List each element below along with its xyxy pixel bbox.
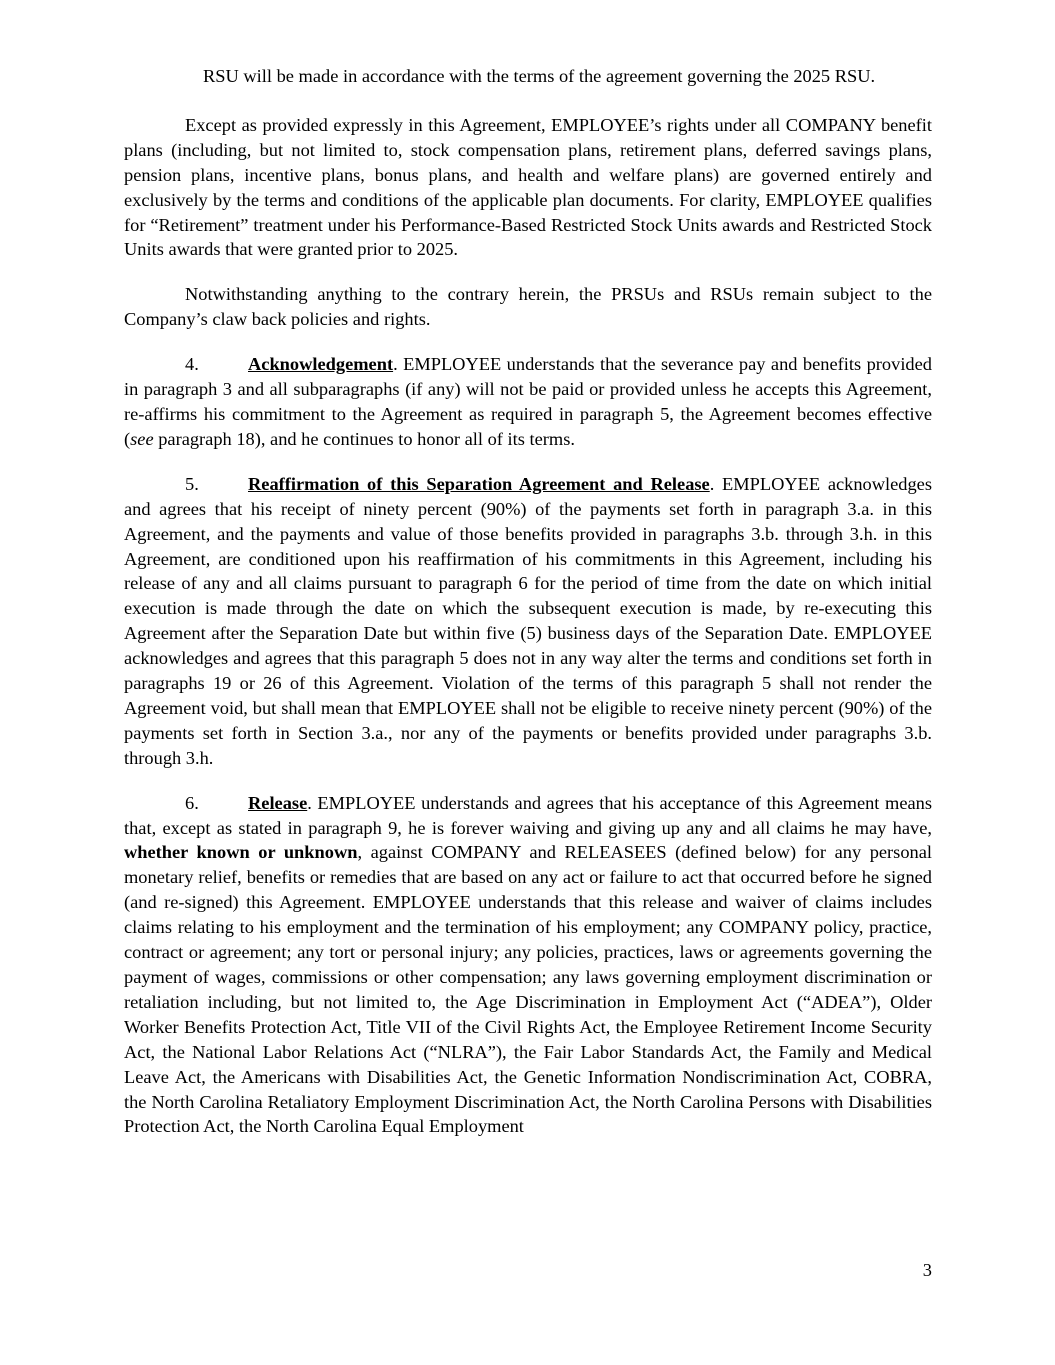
section-6-release	[124, 791, 932, 1140]
section-4-text-a: . EMPLOYEE understands that the severance pay and benefits provided in paragraph 3 and all subparagraphs (if any) will not be paid or provided unless he accepts this Agreement, re-affirms his commitment to the Agreement as required in paragraph 5, the Agreement becomes effective (	[124, 354, 932, 449]
clawback-paragraph: Notwithstanding anything to the contrary herein, the PRSUs and RSUs remain subject to the Company’s claw back policies and rights.	[124, 284, 932, 330]
section-4-acknowledgement	[124, 352, 932, 452]
section-5-heading: Reaffirmation of this Separation Agreement and Release	[248, 473, 710, 494]
section-6-number: 6.	[185, 792, 199, 813]
section-5-text: . EMPLOYEE acknowledges and agrees that his receipt of ninety percent (90%) of the payments set forth in paragraph 3.a. in this Agreement, and the payments and value of those benefits provided in paragraphs 3.b. through 3.h. in this Agreement, are conditioned upon his reaffirmation of his commitments in this Agreement, including his release of any and all claims pursuant to paragraph 6 for the period of time from the date on which initial execution is made through the date on which the subsequent execution is made, by re-executing this Agreement after the Separation Date but within five (5) business days of the Separation Date. EMPLOYEE acknowledges and agrees that this paragraph 5 does not in any way alter the terms and conditions set forth in paragraphs 19 or 26 of this Agreement. Violation of the terms of this paragraph 5 shall not render the Agreement void, but shall mean that EMPLOYEE shall not be eligible to receive ninety percent (90%) of the payments set forth in Section 3.a., nor any of the payments or benefits provided under paragraphs 3.b. through 3.h.	[124, 473, 932, 768]
section-6-bold-text: whether known or unknown	[124, 842, 358, 863]
section-4-heading: Acknowledgement	[248, 354, 394, 375]
section-4-number: 4.	[185, 354, 199, 375]
section-6-text-b: , against COMPANY and RELEASEES (defined below) for any personal monetary relief, benefits or remedies that are based on any act or failure to act that occurred before he signed (and re-signed) this Agreement. EMPLOYEE understands that this release and waiver of claims includes claims relating to his employment and the termination of his employment; any COMPANY policy, practice, contract or agreement; any tort or personal injury; any policies, practices, laws or agreements governing the payment of wages, commissions or other compensation; any laws governing employment discrimination or retaliation including, but not limited to, the Age Discrimination in Employment Act (“ADEA”), Older Worker Benefits Protection Act, Title VII of the Civil Rights Act, the Employee Retirement Income Security Act, the National Labor Relations Act (“NLRA”), the Fair Labor Standards Act, the Family and Medical Leave Act, the Americans with Disabilities Act, the Genetic Information Nondiscrimination Act, COBRA, the North Carolina Retaliatory Employment Discrimination Act, the North Carolina Persons with Disabilities Protection Act, the North Carolina Equal Employment	[124, 842, 932, 1137]
document-page	[124, 64, 932, 1159]
section-6-text-a: . EMPLOYEE understands and agrees that his acceptance of this Agreement means that, except as stated in paragraph 9, he is forever waiving and giving up any and all claims he may have,	[124, 792, 932, 838]
section-4-text-b: paragraph 18), and he continues to honor all of its terms.	[153, 428, 575, 449]
section-6-heading: Release	[248, 792, 308, 813]
continued-paragraph: RSU will be made in accordance with the terms of the agreement governing the 2025 RSU.	[203, 66, 876, 86]
section-4-italic-see: see	[130, 428, 154, 449]
benefit-plans-paragraph: Except as provided expressly in this Agreement, EMPLOYEE’s rights under all COMPANY benefit plans (including, but not limited to, stock compensation plans, retirement plans, deferred savings plans, pension plans, incentive plans, bonus plans, and health and welfare plans) are governed entirely and exclusively by the terms and conditions of the applicable plan documents. For clarity, EMPLOYEE qualifies for “Retirement” treatment under his Performance-Based Restricted Stock Units awards and Restricted Stock Units awards that were granted prior to 2025.	[124, 114, 932, 260]
section-5-reaffirmation	[124, 472, 932, 771]
section-5-number: 5.	[185, 473, 199, 494]
page-number: 3	[922, 1260, 932, 1280]
